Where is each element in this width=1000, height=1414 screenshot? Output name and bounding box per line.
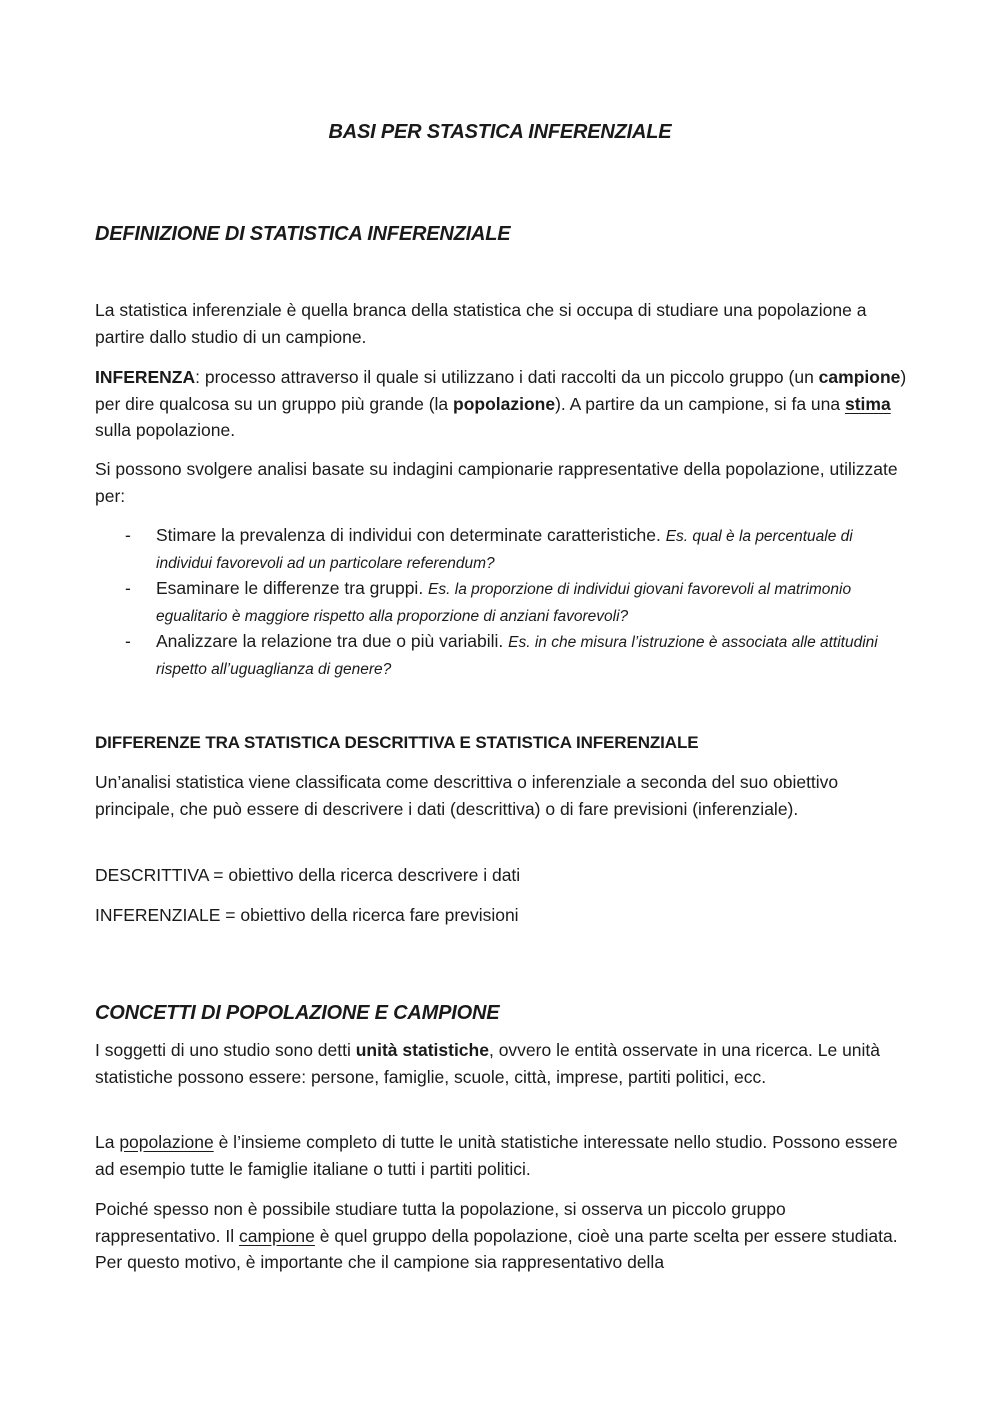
term-campione-underlined: campione [238,1225,315,1246]
term-unita-statistiche: unità statistiche [355,1040,489,1060]
document-title: BASI PER STASTICA INFERENZIALE [328,121,672,143]
paragraph-popolazione: La popolazione è l’insieme completo di tutte le unità statistiche interessate nello studio. Possono essere ad esempio tutte le famiglie italiane o tutti i partiti politici. [95,1132,898,1179]
bullet-list-utilizzi [95,523,910,682]
example-text: Es. in che misura l’istruzione è associata alle attitudini rispetto all’uguaglianza di genere? [156,634,878,678]
list-item: - Esaminare le differenze tra gruppi. Es. la proporzione di individui giovani favorevoli al matrimonio egualitario è maggiore rispetto alla proporzione di anziani favorevoli? [125,578,852,625]
paragraph-analisi: Si possono svolgere analisi basate su indagini campionarie rappresentative della popolazione, utilizzate per: [95,459,898,506]
section-heading-definizione: DEFINIZIONE DI STATISTICA INFERENZIALE [95,223,511,245]
term-stima: stima [845,393,891,414]
list-item: - Stimare la prevalenza di individui con determinate caratteristiche. Es. qual è la percentuale di individui favorevoli ad un particolare referendum? [125,525,853,572]
section-heading-differenze: DIFFERENZE TRA STATISTICA DESCRITTIVA E STATISTICA INFERENZIALE [95,733,699,752]
term-popolazione: popolazione [453,393,556,414]
list-item: - Analizzare la relazione tra due o più variabili. Es. in che misura l’istruzione è associata alle attitudini rispetto all’uguaglianza di genere? [125,631,878,678]
term-campione: campione [818,367,901,387]
paragraph-unita-statistiche: I soggetti di uno studio sono detti unità statistiche, ovvero le entità osservate in una ricerca. Le unità statistiche possono essere: persone, famiglie, scuole, città, imprese, partiti politici, ecc. [95,1040,881,1087]
paragraph-campione: Poiché spesso non è possibile studiare tutta la popolazione, si osserva un piccolo gruppo rappresentativo. Il campione è quel gruppo della popolazione, cioè una parte scelta per essere studiata. Per questo motivo, è importante che il campione sia rappresentativo della [95,1199,898,1272]
term-inferenza: INFERENZA [95,367,196,387]
example-text: Es. qual è la percentuale di individui favorevoli ad un particolare referendum? [156,528,853,572]
paragraph-inferenziale: INFERENZIALE = obiettivo della ricerca fare previsioni [95,905,519,925]
section-heading-popolazione-campione: CONCETTI DI POPOLAZIONE E CAMPIONE [95,1002,500,1024]
paragraph-inferenza: INFERENZA: processo attraverso il quale si utilizzano i dati raccolti da un piccolo gruppo (un campione) per dire qualcosa su un gruppo più grande (la popolazione). A partire da un campione, si fa una stima sulla popolazione. [95,367,907,440]
example-text: Es. la proporzione di individui giovani favorevoli al matrimonio egualitario è maggiore rispetto alla proporzione di anziani favorevoli? [156,581,852,625]
paragraph-differenze: Un’analisi statistica viene classificata come descrittiva o inferenziale a seconda del suo obiettivo principale, che può essere di descrivere i dati (descrittiva) o di fare previsioni (inferenziale). [95,772,839,819]
paragraph-descrittiva: DESCRITTIVA = obiettivo della ricerca descrivere i dati [95,865,521,885]
term-popolazione-underlined: popolazione [119,1132,214,1152]
paragraph-definizione: La statistica inferenziale è quella branca della statistica che si occupa di studiare una popolazione a partire dallo studio di un campione. [95,300,867,347]
